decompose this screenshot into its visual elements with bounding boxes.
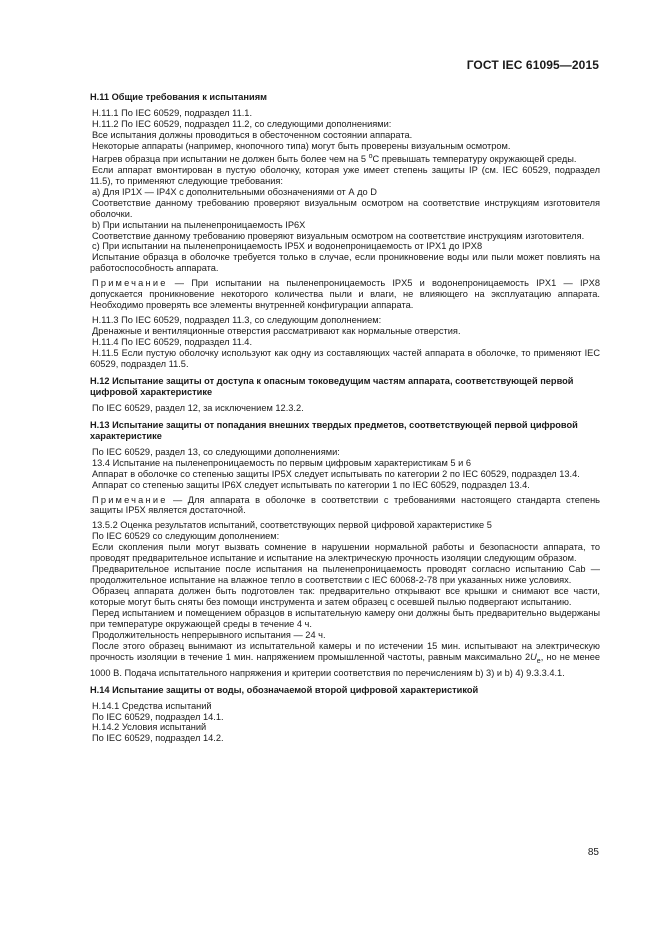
document-body: [90, 92, 600, 744]
section-h11-title: Н.11 Общие требования к испытаниям: [90, 92, 267, 102]
paragraph: Некоторые аппараты (например, кнопочного типа) могут быть проверены визуальным осмотром.: [92, 140, 511, 151]
voltage-subscript: e: [536, 657, 541, 665]
text-run: Нагрев образца при испытании не должен быть более чем на 5: [92, 153, 369, 164]
paragraph: По IEC 60529, подраздел 14.2.: [92, 733, 224, 744]
page-number: 85: [587, 847, 599, 858]
paragraph: Аппарат со степенью защиты IP6X следует испытывать по категории 1 по IEC 60529, подраздел 13.4.: [92, 479, 530, 490]
note: [90, 495, 600, 517]
paragraph: По IEC 60529, подраздел 14.1.: [92, 711, 224, 722]
paragraph: Н.11.3 По IEC 60529, подраздел 11.3, со следующим дополнением:: [92, 315, 382, 326]
list-item: b) При испытании на пыленепроницаемость IP6X: [92, 219, 306, 230]
paragraph: Н.11.5 Если пустую оболочку используют как одну из составляющих частей аппарата в оболочке, то применяют IEC 60529, подраздел 11.5.: [90, 348, 600, 369]
list-item: а) Для IP1X — IP4X с дополнительными обозначениями от А до D: [92, 186, 377, 197]
paragraph: Н.14.2 Условия испытаний: [92, 722, 207, 733]
paragraph: Н.14.1 Средства испытаний: [92, 700, 212, 711]
paragraph: По IEC 60529, раздел 13, со следующими дополнениями:: [92, 446, 340, 457]
standard-header: ГОСТ IEC 61095—2015: [466, 58, 599, 72]
section-h12-title: Н.12 Испытание защиты от доступа к опасным токоведущим частям аппарата, соответствующей первой цифровой характеристике: [90, 375, 574, 397]
paragraph: Все испытания должны проводиться в обесточенном состоянии аппарата.: [92, 129, 413, 140]
paragraph: Дренажные и вентиляционные отверстия рассматривают как нормальные отверстия.: [92, 326, 461, 337]
text-run: После этого образец вынимают из испытательной камеры и по истечении 15 мин. испытывают на электрическую прочность изоляции в течение 1 мин. напряжением промышленной частоты, равным максимально 2: [90, 640, 600, 662]
paragraph: Если скопления пыли могут вызвать сомнение в нарушении нормальной работы и безопасности аппарата, то проводят предварительное испытание и испытание на электрическую прочность изоляции следующим образом.: [90, 542, 600, 564]
paragraph: Соответствие данному требованию проверяют визуальным осмотром на соответствие инструкциям изготовителя.: [92, 230, 585, 241]
paragraph: Н.11.1 По IEC 60529, подраздел 11.1.: [92, 107, 253, 118]
paragraph: Соответствие данному требованию проверяют визуальным осмотром на соответствие инструкциям изготовителя оболочки.: [90, 197, 600, 219]
paragraph: Н.11.2 По IEC 60529, подраздел 11.2, со следующими дополнениями:: [92, 118, 392, 129]
section-h13-title: Н.13 Испытание защиты от попадания внешних твердых предметов, соответствующей первой цифровой характеристике: [90, 419, 578, 441]
paragraph: Продолжительность непрерывного испытания — 24 ч.: [92, 629, 326, 640]
text-run: С превышать температуру окружающей среды.: [372, 153, 577, 164]
note-label: Примечание: [92, 494, 168, 505]
paragraph: 13.5.2 Оценка результатов испытаний, соответствующих первой цифровой характеристике 5: [92, 520, 492, 531]
note-label: Примечание: [92, 278, 168, 289]
text-run: , но не менее 1000 В. Подача испытательного напряжения и критерии соответствия по перечислениям b) 3) и b) 4) 9.3.3.4.1.: [90, 651, 600, 678]
paragraph: Испытание образца в оболочке требуется только в случае, если проникновение воды или пыли может повлиять на работоспособность аппарата.: [90, 252, 600, 274]
note-text: — Для аппарата в оболочке в соответствии с требованиями настоящего стандарта степень защиты IP5X является достаточной.: [90, 494, 600, 516]
degree-superscript: о: [368, 152, 373, 160]
paragraph: Перед испытанием и помещением образцов в испытательную камеру они должны быть предварительно выдержаны при температуре окружающей среды в течение 4 ч.: [90, 608, 600, 630]
note-text: — При испытании на пыленепроницаемость IPX5 и водонепроницаемость IPX1 — IPX8 допускается проникновение некоторого количества пыли и влаги, не влияющего на эксплуатацию аппарата. Необходимо проверять все элементы внутренней конфигурации аппарата.: [90, 278, 600, 311]
paragraph: Если аппарат вмонтирован в пустую оболочку, которая уже имеет степень защиты IP (см. IEC 60529, подраздел 11.5), то применяют следующие требования:: [90, 164, 600, 186]
voltage-symbol: U: [530, 651, 537, 662]
paragraph: Образец аппарата должен быть подготовлен так: предварительно открывают все крышки и снимают все части, которые могут быть сняты без помощи инструмента и затем образец с осевшей пылью подвергают испытанию.: [90, 586, 600, 608]
paragraph: По IEC 60529, раздел 12, за исключением 12.3.2.: [92, 402, 304, 413]
paragraph: [90, 152, 600, 165]
paragraph: 13.4 Испытание на пыленепроницаемость по первым цифровым характеристикам 5 и 6: [92, 457, 471, 468]
list-item: с) При испытании на пыленепроницаемость IP5X и водонепроницаемость от IPX1 до IPX8: [92, 241, 483, 252]
paragraph: Аппарат в оболочке со степенью защиты IP5X следует испытывать по категории 2 по IEC 60529, подраздел 13.4.: [92, 468, 580, 479]
paragraph: По IEC 60529 со следующим дополнением:: [92, 531, 280, 542]
paragraph: [90, 641, 600, 679]
paragraph: Н.11.4 По IEC 60529, подраздел 11.4.: [92, 337, 253, 348]
paragraph: Предварительное испытание после испытания на пыленепроницаемость проводят согласно испытанию Cab — продолжительное испытание на влажное тепло в соответствии с IEC 60068-2-78 при указанных ниже условиях.: [90, 564, 600, 586]
section-h14-title: Н.14 Испытание защиты от воды, обозначаемой второй цифровой характеристикой: [90, 684, 479, 695]
note: [90, 278, 600, 311]
